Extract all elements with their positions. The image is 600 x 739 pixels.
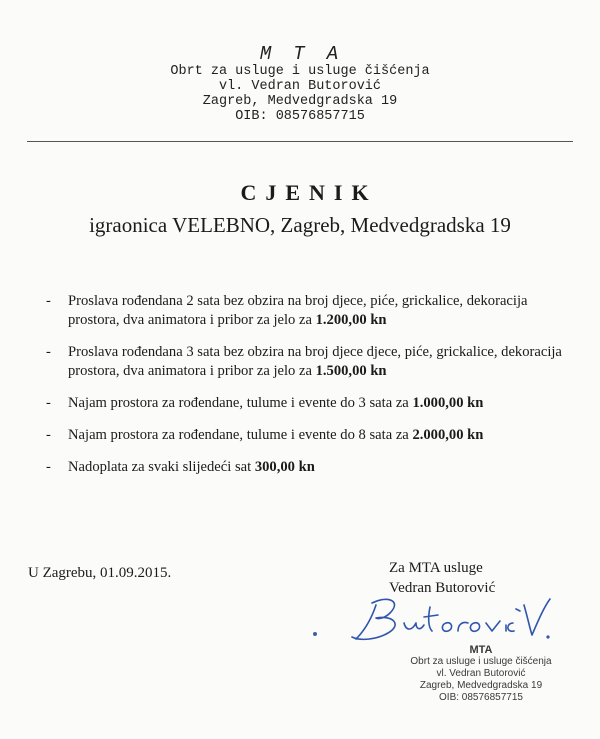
price-item-price: 1.200,00 kn (315, 312, 387, 328)
signatory-name: Vedran Butorović (389, 580, 496, 596)
signatory-line: Za MTA usluge (389, 560, 483, 576)
price-item-price: 1.500,00 kn (315, 363, 387, 379)
header-divider (27, 141, 573, 142)
letterhead-line: Obrt za usluge i usluge čišćenja (170, 64, 430, 79)
price-item-text: Proslava rođendana 2 sata bez obzira na broj djece, piće, grickalice, dekoracija prostora, dva animatora i pribor za jelo za (68, 293, 528, 328)
signatory-block (389, 558, 495, 598)
list-dash: - (46, 344, 51, 360)
price-item (46, 426, 566, 445)
price-item (46, 458, 566, 477)
stamp-brand: MTA (469, 644, 493, 656)
company-stamp (383, 644, 579, 704)
price-item (46, 343, 566, 381)
price-item-text: Nadoplata za svaki slijedeći sat (68, 459, 255, 475)
price-item (46, 292, 566, 330)
document-title: CJENIK (240, 180, 378, 205)
list-dash: - (46, 459, 51, 475)
list-dash: - (46, 395, 51, 411)
stamp-line: OIB: 08576857715 (439, 692, 523, 703)
price-item-text: Proslava rođendana 3 sata bez obzira na broj djece djece, piće, grickalice, dekoracija prostora, dva animatora i pribor za jelo za (68, 344, 562, 379)
letterhead-line: Zagreb, Medvedgradska 19 (202, 94, 398, 109)
price-item (46, 394, 566, 413)
place-date: U Zagrebu, 01.09.2015. (28, 565, 172, 581)
price-list (46, 292, 566, 490)
letterhead-line: OIB: 08576857715 (235, 109, 365, 124)
price-item-text: Najam prostora za rođendane, tulume i evente do 8 sata za (68, 427, 413, 443)
list-dash: - (46, 427, 51, 443)
price-item-price: 1.000,00 kn (412, 395, 484, 411)
stamp-line: vl. Vedran Butorović (436, 668, 526, 679)
price-item-price: 2.000,00 kn (412, 427, 484, 443)
ink-dot (313, 632, 317, 636)
list-dash: - (46, 293, 51, 309)
document-subtitle: igraonica VELEBNO, Zagreb, Medvedgradska 19 (89, 213, 511, 237)
price-item-text: Najam prostora za rođendane, tulume i evente do 3 sata za (68, 395, 413, 411)
letterhead-line: vl. Vedran Butorović (218, 79, 382, 94)
letterhead (0, 44, 600, 124)
stamp-line: Zagreb, Medvedgradska 19 (419, 680, 543, 691)
letterhead-brand: MTA (259, 43, 361, 65)
price-item-price: 300,00 kn (254, 459, 315, 475)
stamp-line: Obrt za usluge i usluge čišćenja (410, 656, 552, 667)
